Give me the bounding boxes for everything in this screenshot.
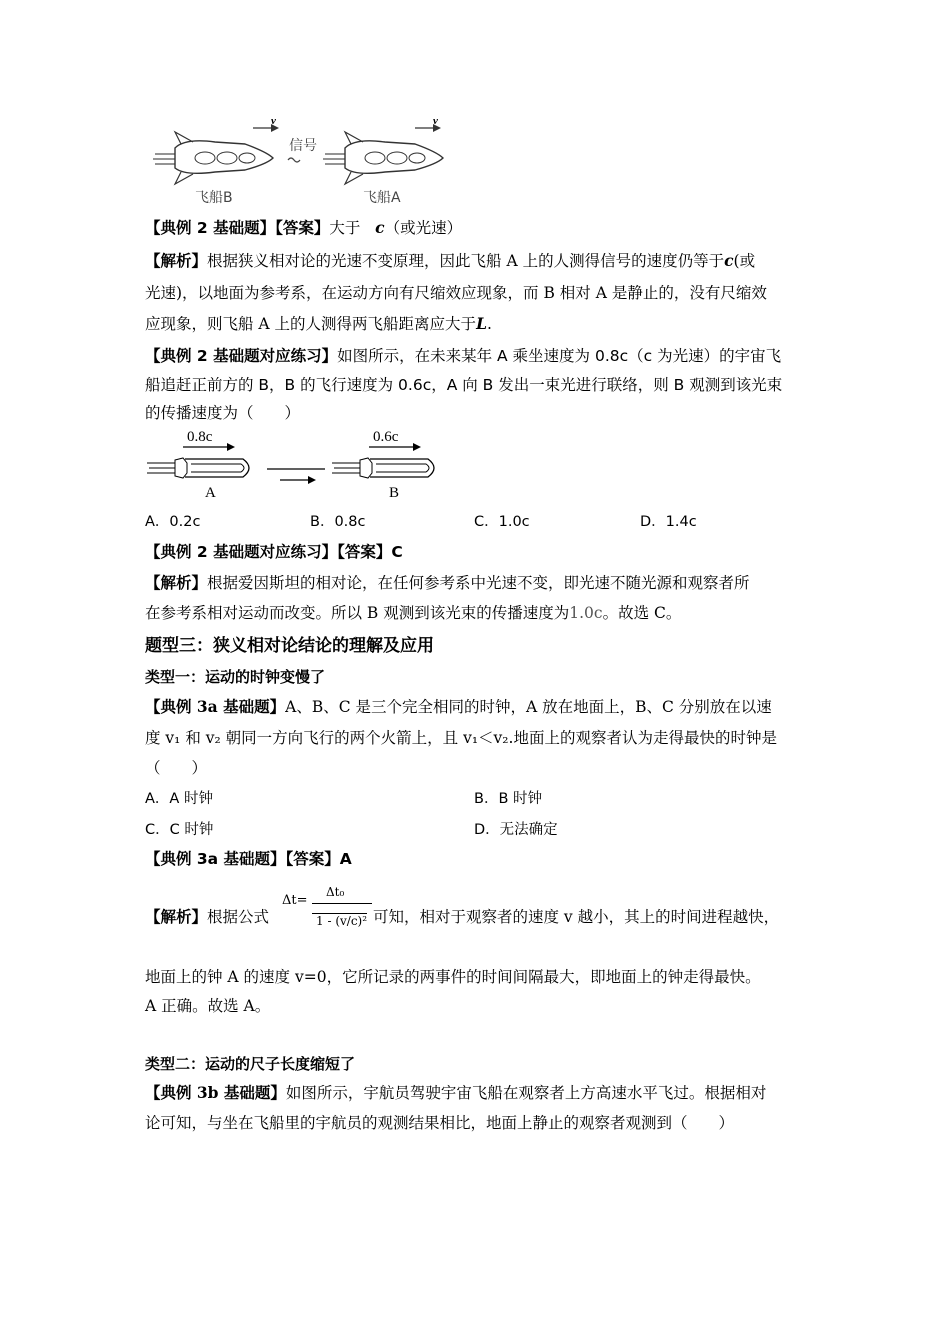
ship-a-label: A	[205, 485, 216, 501]
analysis-text: .	[486, 315, 492, 333]
ex2-analysis-line1	[145, 251, 755, 271]
ex3a-analysis-line1-cont: 可知，相对于观察者的速度 v 越小，其上的时间进程越快，	[373, 908, 780, 926]
ex3a-analysis-line1	[145, 907, 269, 927]
ship-a-label: 飞船A	[363, 190, 401, 206]
velocity-label-b: v	[271, 115, 276, 127]
ships-ab-figure	[145, 425, 455, 503]
analysis-text: 根据公式	[207, 908, 270, 926]
ex3a-analysis-line3: A 正确。故选 A。	[145, 997, 271, 1015]
question-text: A、B、C 是三个完全相同的时钟，A 放在地面上，B、C 分别放在以速	[285, 698, 772, 716]
ex3a-analysis-line2: 地面上的钟 A 的速度 v=0，它所记录的两事件的时间间隔最大，即地面上的钟走得最快。	[145, 968, 761, 986]
signal-label: 信号	[289, 138, 317, 154]
ship-b-icon	[153, 132, 273, 184]
question-tag: 【典例 3a 基础题】	[145, 697, 286, 716]
question-tag: 【典例 2 基础题对应练习】	[145, 347, 338, 365]
answer-note: （或光速）	[384, 219, 463, 237]
option-b[interactable]: B．B 时钟	[474, 791, 543, 807]
option-d[interactable]: D．1.4c	[640, 514, 697, 530]
option-a[interactable]: A．A 时钟	[145, 791, 213, 807]
analysis-text: 。故选 C。	[602, 604, 682, 622]
section-title: 题型三：狭义相对论结论的理解及应用	[145, 636, 434, 656]
ship-b-label: 飞船B	[195, 190, 233, 206]
rocket-figure	[145, 112, 445, 207]
ship-a-icon	[147, 458, 249, 478]
option-a[interactable]: A．0.2c	[145, 514, 201, 530]
answer-tag: 【典例 2 基础题】【答案】	[145, 219, 330, 237]
speed-b-label: 0.6c	[373, 429, 399, 445]
ex2p-question-line1	[145, 346, 781, 366]
fraction-bar	[312, 903, 372, 904]
option-c[interactable]: C．C 时钟	[145, 822, 214, 838]
question-tag: 【典例 3b 基础题】	[145, 1083, 286, 1102]
analysis-text: 应现象，则飞船 A 上的人测得两飞船距离应大于	[145, 315, 477, 333]
time-dilation-formula	[282, 885, 372, 947]
analysis-text: 在参考系相对运动而改变。所以 B 观测到该光束的传播速度为	[145, 604, 570, 622]
analysis-text: 根据狭义相对论的光速不变原理，因此飞船 A 上的人测得信号的速度仍等于	[207, 252, 725, 270]
velocity-label-a: v	[433, 115, 438, 127]
analysis-value: 1.0c	[569, 604, 603, 622]
analysis-c: c	[724, 251, 734, 270]
analysis-tag: 【解析】	[145, 573, 208, 592]
ex2p-analysis-line1	[145, 573, 750, 593]
analysis-tag: 【解析】	[145, 251, 208, 270]
ex2p-analysis-line2	[145, 603, 681, 623]
type1-heading: 类型一：运动的时钟变慢了	[145, 668, 326, 686]
option-b[interactable]: B．0.8c	[310, 514, 366, 530]
ex3a-question-line2: 度 v₁ 和 v₂ 朝同一方向飞行的两个火箭上，且 v₁＜v₂.地面上的观察者认为走得最快的时钟是	[145, 729, 777, 747]
ship-a-icon	[323, 132, 443, 184]
ex2-answer	[145, 218, 462, 238]
ex2p-answer: 【典例 2 基础题对应练习】【答案】C	[145, 543, 403, 561]
analysis-L: L	[476, 314, 487, 333]
speed-a-label: 0.8c	[187, 429, 213, 445]
analysis-text: (或	[733, 252, 756, 270]
answer-text: 大于	[329, 219, 361, 237]
ex3a-question-line3: （ ）	[145, 759, 208, 777]
formula-denominator: 1 - (v/c)²	[312, 913, 367, 928]
option-d[interactable]: D．无法确定	[474, 822, 558, 838]
question-text: 如图所示，宇航员驾驶宇宙飞船在观察者上方高速水平飞过。根据相对	[285, 1084, 767, 1102]
ex2p-question-line2: 船追赶正前方的 B，B 的飞行速度为 0.6c，A 向 B 发出一束光进行联络，则 B 观测到该光束	[145, 376, 783, 394]
formula-lhs: Δt=	[282, 893, 308, 908]
ex2-analysis-line2: 光速)，以地面为参考系，在运动方向有尺缩效应现象，而 B 相对 A 是静止的，没有尺缩效	[145, 284, 767, 302]
ship-b-label: B	[389, 485, 400, 501]
answer-c: c	[375, 218, 385, 237]
formula-numerator: Δt₀	[326, 885, 345, 899]
analysis-text: 根据爱因斯坦的相对论，在任何参考系中光速不变，即光速不随光源和观察者所	[207, 574, 750, 592]
question-text: 如图所示，在未来某年 A 乘坐速度为 0.8c（c 为光速）的宇宙飞	[337, 347, 782, 365]
analysis-tag: 【解析】	[145, 907, 208, 926]
ex2-analysis-line3	[145, 314, 492, 334]
ship-b-icon	[332, 458, 434, 478]
ex3b-question-line2: 论可知，与坐在飞船里的宇航员的观测结果相比，地面上静止的观察者观测到（ ）	[145, 1114, 735, 1132]
type2-heading: 类型二：运动的尺子长度缩短了	[145, 1055, 356, 1073]
ex3b-question-line1	[145, 1083, 766, 1103]
option-c[interactable]: C．1.0c	[474, 514, 530, 530]
ex2p-question-line3: 的传播速度为（ ）	[145, 404, 301, 422]
ex3a-answer: 【典例 3a 基础题】【答案】A	[145, 850, 352, 868]
ex3a-question-line1	[145, 697, 772, 717]
